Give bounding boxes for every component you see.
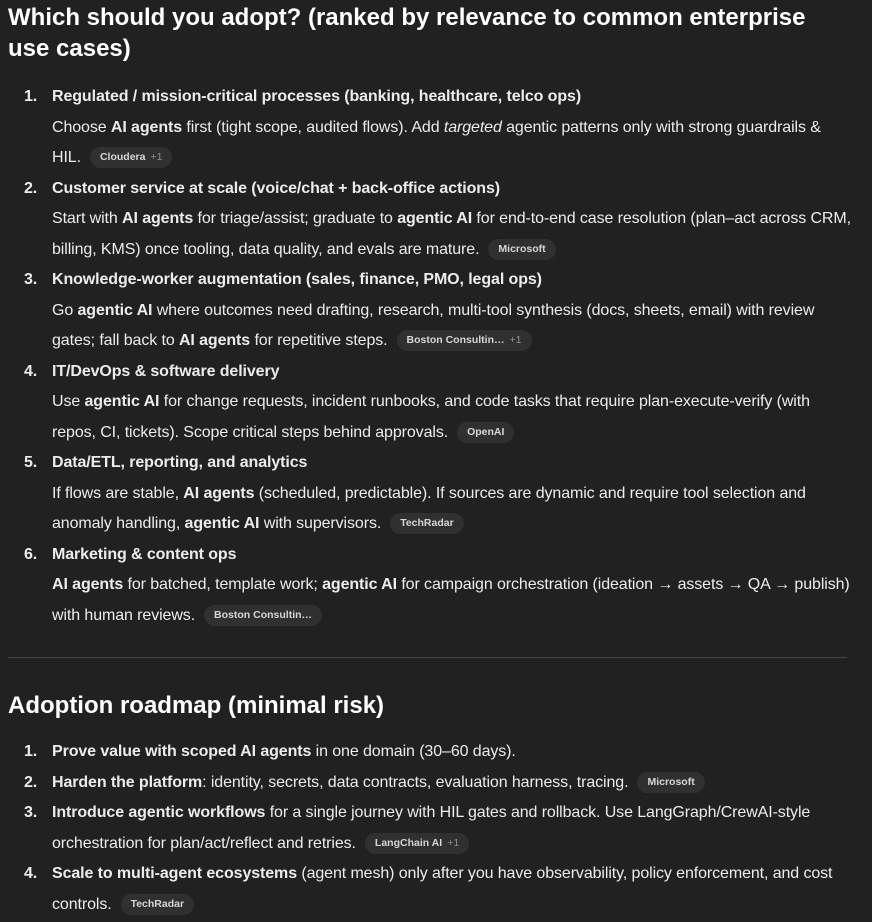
list-item <box>24 768 852 799</box>
item-title: Marketing & content ops <box>52 545 237 563</box>
citation-source-label: Microsoft <box>498 242 546 255</box>
item-number: 3. <box>24 271 38 288</box>
item-body <box>52 296 852 357</box>
item-number: 3. <box>24 804 38 821</box>
list-item <box>24 448 852 540</box>
item-title: Data/ETL, reporting, and analytics <box>52 454 308 471</box>
item-body <box>52 113 852 174</box>
list-item <box>24 265 852 357</box>
roadmap-section-heading: Adoption roadmap (minimal risk) <box>8 692 385 719</box>
body-text-run: Start with <box>52 210 123 227</box>
body-text-run: agentic AI <box>84 393 160 410</box>
body-text-run: agentic AI <box>77 301 153 319</box>
body-text-run: agentic patterns only with strong guardrails & HIL. <box>52 118 821 166</box>
body-text-run: AI agents <box>122 210 194 227</box>
citation-source-label: TechRadar <box>400 517 454 529</box>
body-text-run: AI agents <box>178 332 251 349</box>
body-text-run: (scheduled, predictable). If sources are dynamic and require tool selection and anomaly handling, <box>52 484 806 532</box>
item-title: Knowledge-worker augmentation (sales, finance, PMO, legal ops) <box>52 271 542 288</box>
item-body <box>52 798 852 859</box>
citation-pill[interactable] <box>637 772 704 793</box>
body-text-run: Choose <box>52 118 111 136</box>
item-number: 4. <box>24 865 38 882</box>
citation-source-label: Boston Consultin… <box>406 334 505 346</box>
citation-source-label: Boston Consultin… <box>214 608 313 621</box>
item-number: 2. <box>24 773 38 791</box>
list-item <box>24 798 852 859</box>
body-text-run: : identity, secrets, data contracts, evaluation harness, tracing. <box>202 773 629 791</box>
item-body <box>52 768 852 799</box>
body-text-run: agentic AI <box>397 210 473 227</box>
citation-pill[interactable] <box>390 513 464 534</box>
citation-pill[interactable] <box>488 239 555 260</box>
citation-pill[interactable] <box>121 894 195 915</box>
item-body <box>52 204 852 265</box>
citation-pill[interactable] <box>90 147 173 168</box>
body-text-run: Harden the platform <box>52 773 203 791</box>
citation-pill[interactable] <box>204 605 322 626</box>
body-text-run: AI agents <box>110 118 183 136</box>
body-text-run: where outcomes need drafting, research, multi-tool synthesis (docs, sheets, email) with review gates; fall back to <box>52 301 815 349</box>
body-text-run: with supervisors. <box>259 515 382 532</box>
citation-source-label: Cloudera <box>99 151 146 163</box>
item-title: Customer service at scale (voice/chat + back-office actions) <box>52 179 500 197</box>
section-divider <box>8 657 847 658</box>
list-item <box>24 540 852 632</box>
body-text-run: agentic AI <box>322 576 397 593</box>
body-text-run: first (tight scope, audited flows). Add <box>182 118 444 136</box>
citation-pill[interactable] <box>397 330 532 351</box>
body-text-run: targeted <box>443 118 502 136</box>
body-text-run: Go <box>52 301 78 319</box>
citation-source-label: Microsoft <box>647 775 695 788</box>
citation-extra-count: +1 <box>447 836 460 849</box>
roadmap-list <box>8 737 852 920</box>
body-text-run: for triage/assist; graduate to <box>193 210 398 227</box>
list-item <box>24 174 852 266</box>
citation-source-label: TechRadar <box>130 897 185 910</box>
adopt-section-heading: Which should you adopt? (ranked by relevance to common enterprise use cases) <box>8 4 806 62</box>
list-item <box>24 357 852 449</box>
item-body <box>52 859 852 920</box>
item-number: 1. <box>24 88 38 105</box>
item-title: Regulated / mission-critical processes (banking, healthcare, telco ops) <box>52 88 582 105</box>
citation-source-label: LangChain AI <box>374 836 443 849</box>
item-number: 1. <box>24 743 38 760</box>
body-text-run: for change requests, incident runbooks, and code tasks that require plan-execute-verify (with repos, CI, tickets). Scope critical steps behind approvals. <box>52 393 810 441</box>
list-item <box>24 737 852 768</box>
citation-source-label: OpenAI <box>467 425 505 438</box>
body-text-run: agentic AI <box>184 515 260 532</box>
citation-pill[interactable] <box>365 833 469 854</box>
body-text-run: for batched, template work; <box>123 576 323 593</box>
body-text-run: Use <box>52 393 85 410</box>
body-text-run: for campaign orchestration (ideation → assets → QA → publish) with human reviews. <box>52 576 850 624</box>
item-number: 4. <box>24 362 38 380</box>
item-body <box>52 479 852 540</box>
item-body <box>52 387 852 448</box>
list-item <box>24 859 852 920</box>
item-number: 5. <box>24 454 38 471</box>
citation-extra-count: +1 <box>150 151 163 163</box>
item-title: IT/DevOps & software delivery <box>52 362 280 380</box>
item-body <box>52 570 852 631</box>
item-number: 6. <box>24 545 38 563</box>
body-text-run: Prove value with scoped AI agents <box>52 743 312 760</box>
body-text-run: If flows are stable, <box>52 484 184 502</box>
adopt-list <box>8 82 852 631</box>
item-body <box>52 737 852 768</box>
list-item <box>24 82 852 174</box>
body-text-run: for repetitive steps. <box>250 332 388 349</box>
citation-pill[interactable] <box>457 422 514 443</box>
body-text-run: Introduce agentic workflows <box>52 804 266 821</box>
item-number: 2. <box>24 179 38 197</box>
citation-extra-count: +1 <box>509 334 522 346</box>
body-text-run: (agent mesh) only after you have observability, policy enforcement, and cost controls. <box>52 865 833 913</box>
body-text-run: for a single journey with HIL gates and rollback. Use LangGraph/CrewAI-style orchestration for plan/act/reflect and retries. <box>52 804 811 852</box>
body-text-run: AI agents <box>183 484 255 502</box>
body-text-run: in one domain (30–60 days). <box>311 743 516 760</box>
body-text-run: for end-to-end case resolution (plan–act across CRM, billing, KMS) once tooling, data quality, and evals are mature. <box>52 210 851 258</box>
body-text-run: Scale to multi-agent ecosystems <box>52 865 297 882</box>
body-text-run: AI agents <box>52 576 124 593</box>
